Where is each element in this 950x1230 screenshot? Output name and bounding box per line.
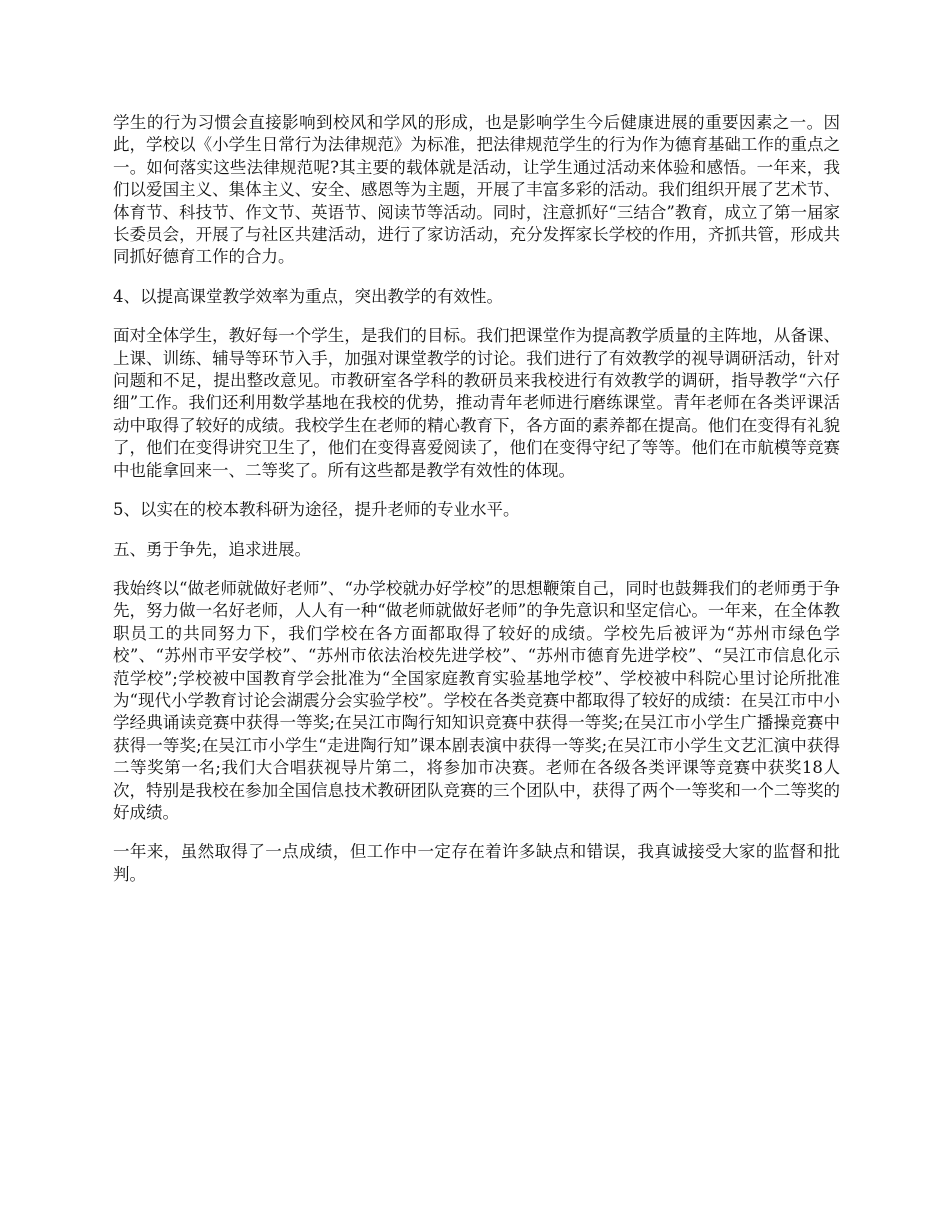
section-heading-teacher-development: 5、以实在的校本教科研为途径，提升老师的专业水平。 [113,500,520,520]
section-heading-teaching-efficiency: 4、以提高课堂教学效率为重点，突出教学的有效性。 [113,286,503,306]
document-page [113,112,840,903]
paragraph-achievements: 我始终以“做老师就做好老师”、“办学校就办好学校”的思想鞭策自己，同时也鼓舞我们的老师勇于争先，努力做一名好老师，人人有一种“做老师就做好老师”的争先意识和坚定信心。一年来，在全体教职员工的共同努力下，我们学校在各方面都取得了较好的成绩。学校先后被评为“苏州市绿色学校”、“苏州市平安学校”、“苏州市依法治校先进学校”、“苏州市德育先进学校”、“吴江市信息化示范学校”;学校被中国教育学会批准为“全国家庭教育实验基地学校”、学校被中科院心里讨论所批准为“现代小学教育讨论会湖震分会实验学校”。学校在各类竞赛中都取得了较好的成绩：在吴江市中小学经典诵读竞赛中获得一等奖;在吴江市陶行知知识竞赛中获得一等奖;在吴江市小学生广播操竞赛中获得一等奖;在吴江市小学生“走进陶行知”课本剧表演中获得一等奖;在吴江市小学生文艺汇演中获得二等奖第一名;我们大合唱获视导片第二，将参加市决赛。老师在各级各类评课等竞赛中获奖18人次，特别是我校在参加全国信息技术教研团队竞赛的三个团队中，获得了两个一等奖和一个二等奖的好成绩。 [113,578,840,822]
paragraph-conclusion: 一年来，虽然取得了一点成绩，但工作中一定存在着许多缺点和错误，我真诚接受大家的监督和批判。 [113,842,840,884]
paragraph-moral-education: 学生的行为习惯会直接影响到校风和学风的形成，也是影响学生今后健康进展的重要因素之一。因此，学校以《小学生日常行为法律规范》为标准，把法律规范学生的行为作为德育基础工作的重点之一。如何落实这些法律规范呢?其主要的载体就是活动，让学生通过活动来体验和感悟。一年来，我们以爱国主义、集体主义、安全、感恩等为主题，开展了丰富多彩的活动。我们组织开展了艺术节、体育节、科技节、作文节、英语节、阅读节等活动。同时，注意抓好“三结合”教育，成立了第一届家长委员会，开展了与社区共建活动，进行了家访活动，充分发挥家长学校的作用，齐抓共管，形成共同抓好德育工作的合力。 [113,113,840,267]
section-heading-strive-for-progress: 五、勇于争先，追求进展。 [113,539,311,559]
paragraph-teaching-effectiveness: 面对全体学生，教好每一个学生，是我们的目标。我们把课堂作为提高教学质量的主阵地，从备课、上课、训练、辅导等环节入手，加强对课堂教学的讨论。我们进行了有效教学的视导调研活动，针对问题和不足，提出整改意见。市教研室各学科的教研员来我校进行有效教学的调研，指导教学“六仔细”工作。我们还利用数学基地在我校的优势，推动青年老师进行磨练课堂。青年老师在各类评课活动中取得了较好的成绩。我校学生在老师的精心教育下，各方面的素养都在提高。他们在变得有礼貌了，他们在变得讲究卫生了，他们在变得喜爱阅读了，他们在变得守纪了等等。他们在市航模等竞赛中也能拿回来一、二等奖了。所有这些都是教学有效性的体现。 [113,326,840,480]
